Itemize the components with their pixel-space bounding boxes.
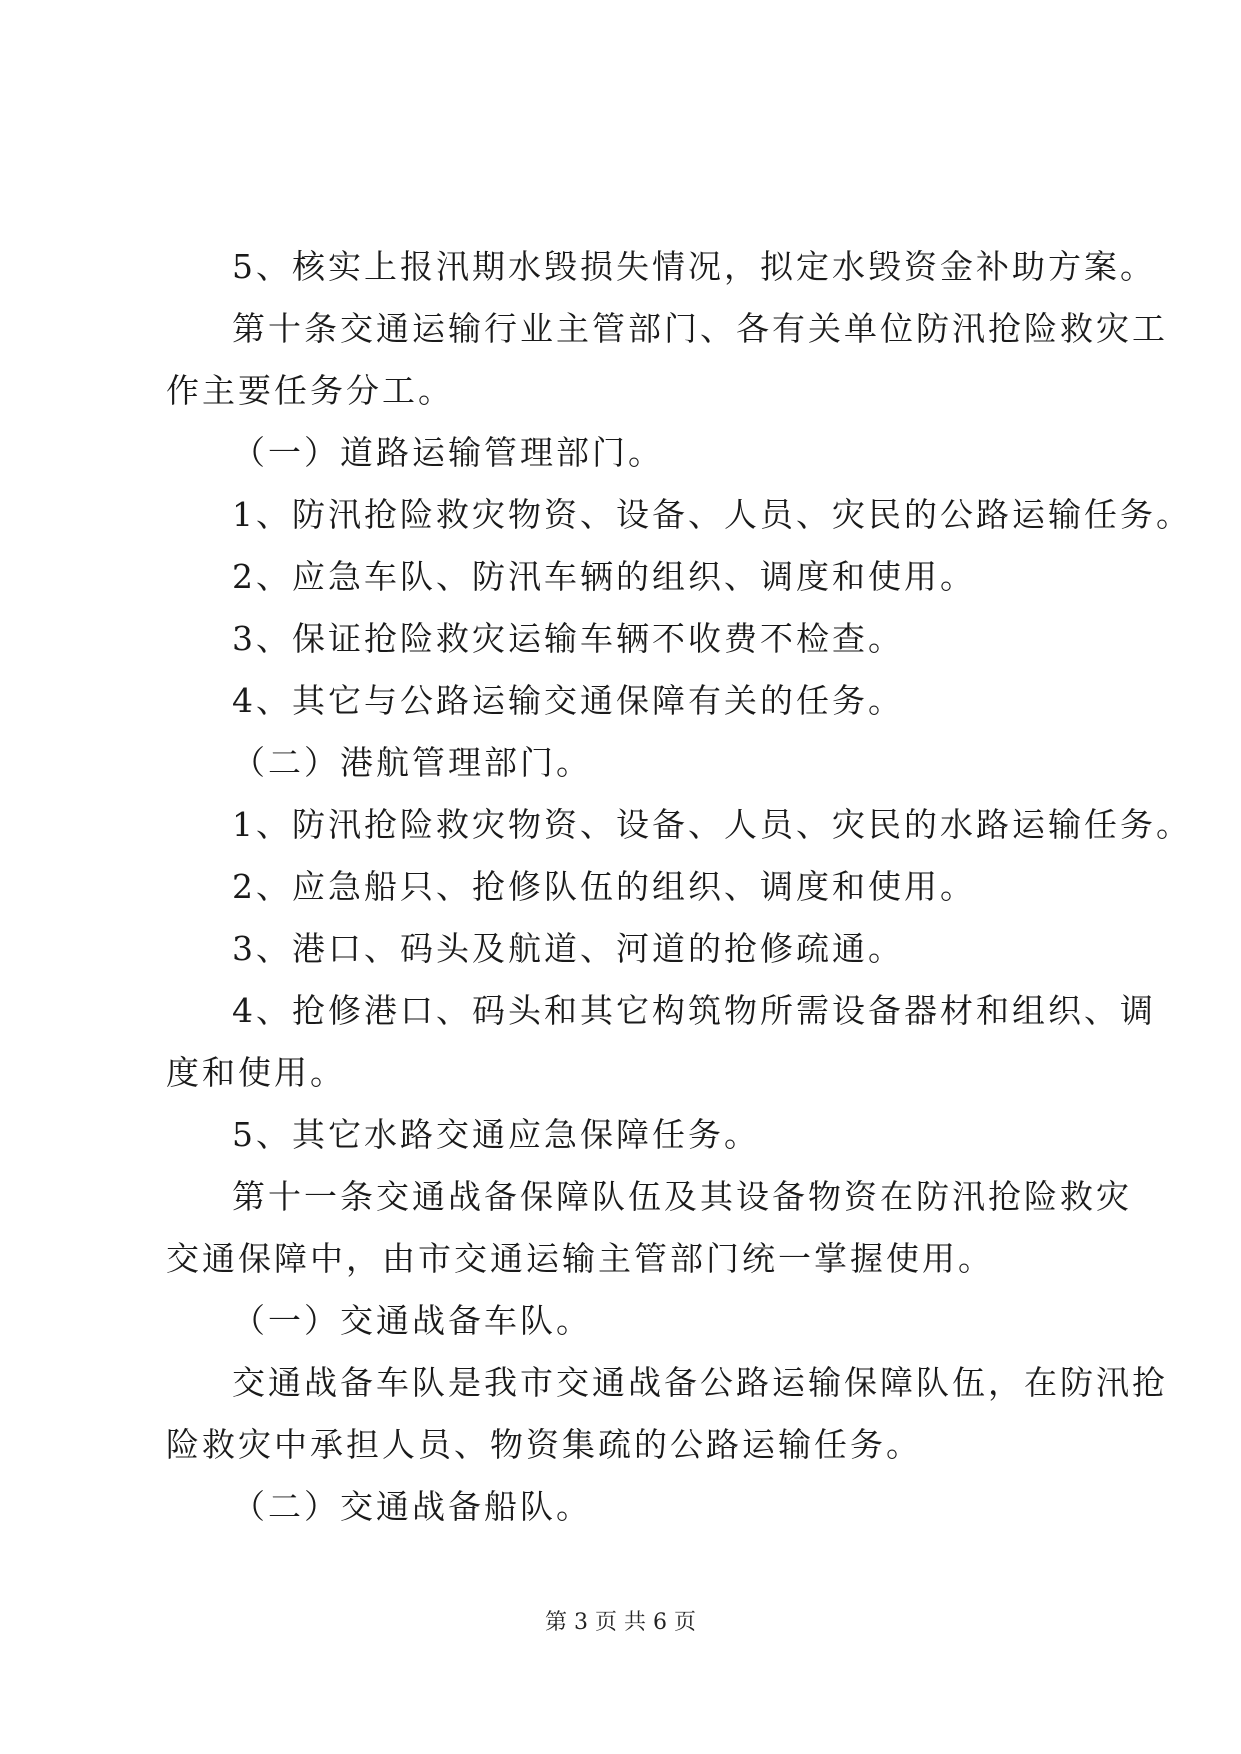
road-item-1: 1、防汛抢险救灾物资、设备、人员、灾民的公路运输任务。 bbox=[232, 495, 1192, 534]
road-item-4: 4、其它与公路运输交通保障有关的任务。 bbox=[232, 681, 904, 720]
port-item-4-continuation: 度和使用。 bbox=[166, 1053, 346, 1092]
article-11-heading: 第十一条交通战备保障队伍及其设备物资在防汛抢险救灾 bbox=[232, 1177, 1132, 1216]
section-war-readiness-fleet: （一）交通战备车队。 bbox=[232, 1301, 592, 1340]
paragraph-item-5-report-damage: 5、核实上报汛期水毁损失情况，拟定水毁资金补助方案。 bbox=[232, 247, 1156, 286]
fleet-description: 交通战备车队是我市交通战备公路运输保障队伍，在防汛抢 bbox=[232, 1363, 1168, 1402]
article-11-continuation: 交通保障中，由市交通运输主管部门统一掌握使用。 bbox=[166, 1239, 994, 1278]
article-10-continuation: 作主要任务分工。 bbox=[166, 371, 454, 410]
section-port-navigation: （二）港航管理部门。 bbox=[232, 743, 592, 782]
article-10-heading: 第十条交通运输行业主管部门、各有关单位防汛抢险救灾工 bbox=[232, 309, 1168, 348]
section-road-transport: （一）道路运输管理部门。 bbox=[232, 433, 664, 472]
section-war-readiness-ships: （二）交通战备船队。 bbox=[232, 1487, 592, 1526]
road-item-3: 3、保证抢险救灾运输车辆不收费不检查。 bbox=[232, 619, 904, 658]
port-item-1: 1、防汛抢险救灾物资、设备、人员、灾民的水路运输任务。 bbox=[232, 805, 1192, 844]
road-item-2: 2、应急车队、防汛车辆的组织、调度和使用。 bbox=[232, 557, 976, 596]
port-item-5: 5、其它水路交通应急保障任务。 bbox=[232, 1115, 760, 1154]
port-item-3: 3、港口、码头及航道、河道的抢修疏通。 bbox=[232, 929, 904, 968]
port-item-2: 2、应急船只、抢修队伍的组织、调度和使用。 bbox=[232, 867, 976, 906]
page-number-footer: 第 3 页 共 6 页 bbox=[545, 1610, 696, 1635]
fleet-description-continuation: 险救灾中承担人员、物资集疏的公路运输任务。 bbox=[166, 1425, 922, 1464]
document-body bbox=[166, 236, 1192, 1538]
port-item-4: 4、抢修港口、码头和其它构筑物所需设备器材和组织、调 bbox=[232, 991, 1156, 1030]
